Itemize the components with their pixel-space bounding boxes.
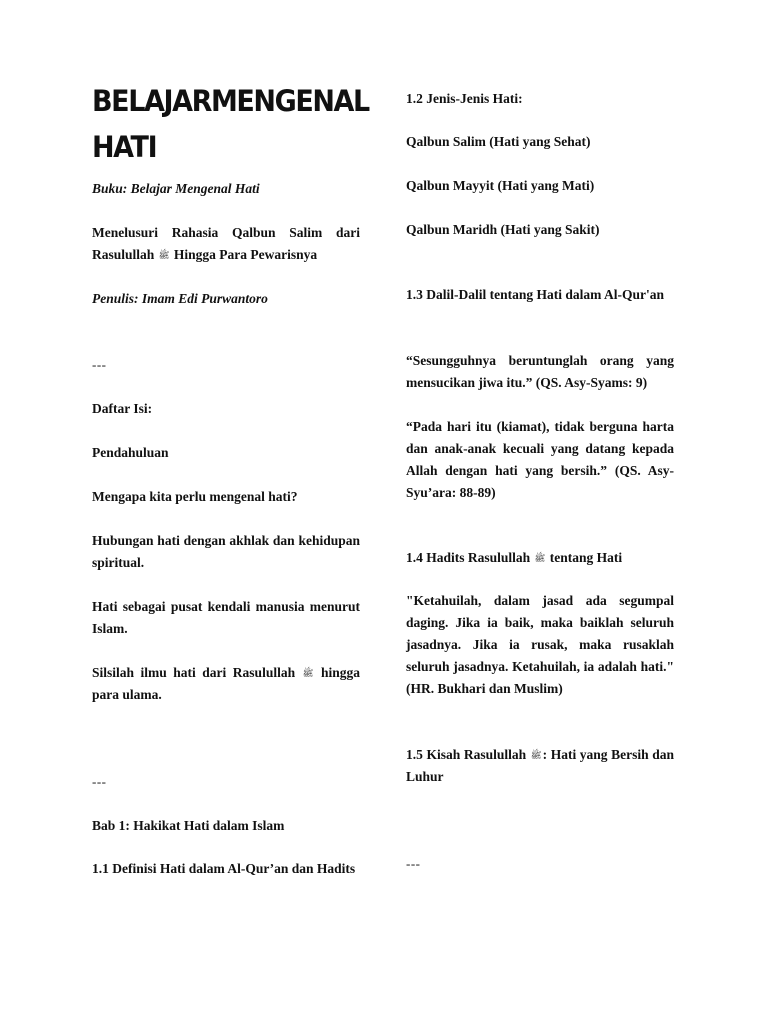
toc-item-pendahuluan: Pendahuluan bbox=[92, 445, 169, 460]
heart-type-maridh: Qalbun Maridh (Hati yang Sakit) bbox=[406, 222, 600, 237]
toc-heading: Daftar Isi: bbox=[92, 401, 153, 416]
quote-asy-syams: “Sesungguhnya beruntunglah orang yang mensucikan jiwa itu.” (QS. Asy-Syams: 9) bbox=[406, 353, 674, 390]
separator: --- bbox=[92, 357, 107, 372]
quote-asy-syuara: “Pada hari itu (kiamat), tidak berguna harta dan anak-anak kecuali yang datang kepada Allah dengan hati yang bersih.” (QS. Asy-Syu’ara: 88-89) bbox=[406, 419, 674, 500]
book-label: Buku: Belajar Mengenal Hati bbox=[92, 181, 260, 196]
toc-item-4-text-2: hingga para ulama. bbox=[92, 665, 361, 702]
subtitle-text-2: Hingga Para Pewarisnya bbox=[173, 247, 318, 262]
section-heading-1-1: 1.1 Definisi Hati dalam Al-Qur’an dan Hadits bbox=[92, 861, 356, 876]
salawat-icon: ﷺ bbox=[302, 669, 314, 679]
section-heading-1-5 bbox=[406, 744, 674, 788]
separator: --- bbox=[406, 856, 421, 871]
heart-type-mayyit: Qalbun Mayyit (Hati yang Mati) bbox=[406, 178, 595, 193]
author-label: Penulis: Imam Edi Purwantoro bbox=[92, 291, 268, 306]
salawat-icon: ﷺ bbox=[530, 751, 542, 761]
section-1-4-text-1: 1.4 Hadits Rasulullah bbox=[406, 550, 531, 565]
section-1-5-text-1: 1.5 Kisah Rasulullah bbox=[406, 747, 527, 762]
title-word-belajar: BELAJAR bbox=[92, 84, 211, 118]
chapter-heading: Bab 1: Hakikat Hati dalam Islam bbox=[92, 818, 285, 833]
toc-item-2: Hubungan hati dengan akhlak dan kehidupan spiritual. bbox=[92, 533, 360, 570]
section-1-5-text-2: : Hati yang Bersih dan Luhur bbox=[406, 747, 675, 784]
document-title bbox=[92, 78, 369, 170]
hadith-quote: "Ketahuilah, dalam jasad ada segumpal daging. Jika ia baik, maka baiklah seluruh jasadnya. Jika ia rusak, maka rusaklah seluruh jasadnya. Ketahuilah, ia adalah hati." (HR. Bukhari dan Muslim) bbox=[406, 593, 674, 696]
section-1-4-text-2: tentang Hati bbox=[549, 550, 623, 565]
document-subtitle bbox=[92, 222, 360, 266]
title-word-mengenal: MENGENAL bbox=[210, 84, 369, 118]
section-heading-1-4 bbox=[406, 547, 674, 569]
separator: --- bbox=[92, 774, 107, 789]
toc-item-4 bbox=[92, 662, 360, 706]
salawat-icon: ﷺ bbox=[158, 251, 170, 261]
title-word-hati: HATI bbox=[92, 130, 157, 164]
subtitle-text-1: Menelusuri Rahasia Qalbun Salim dari Rasulullah bbox=[92, 225, 360, 262]
heart-type-salim: Qalbun Salim (Hati yang Sehat) bbox=[406, 134, 591, 149]
section-heading-1-3: 1.3 Dalil-Dalil tentang Hati dalam Al-Qur'an bbox=[406, 287, 665, 302]
toc-item-3: Hati sebagai pusat kendali manusia menurut Islam. bbox=[92, 599, 360, 636]
section-heading-1-2: 1.2 Jenis-Jenis Hati: bbox=[406, 91, 523, 106]
salawat-icon: ﷺ bbox=[534, 554, 546, 564]
toc-item-4-text-1: Silsilah ilmu hati dari Rasulullah bbox=[92, 665, 296, 680]
toc-item-1: Mengapa kita perlu mengenal hati? bbox=[92, 489, 298, 504]
